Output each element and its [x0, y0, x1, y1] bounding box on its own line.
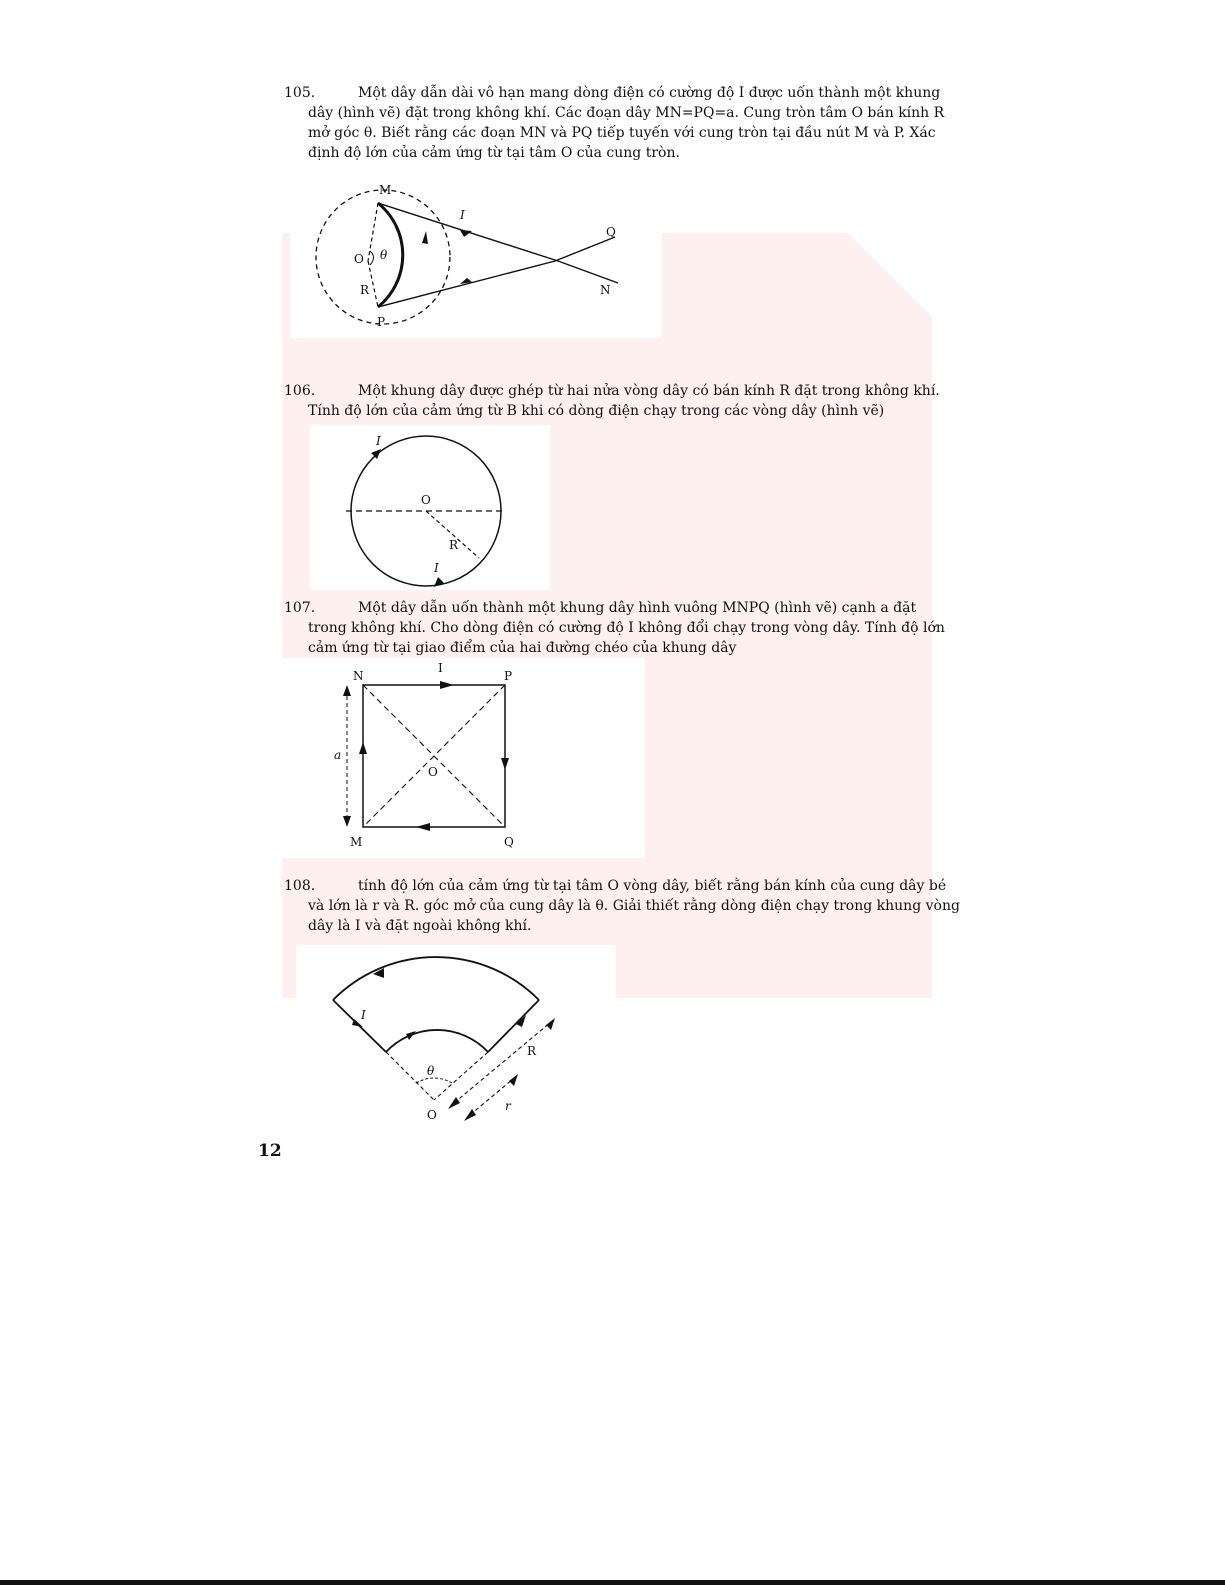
arrow-icon: [460, 230, 472, 237]
arrow-icon: [448, 1097, 460, 1109]
dashed-right: [434, 1052, 488, 1100]
page-number: 12: [258, 1141, 282, 1161]
problem-text: tính độ lớn của cảm ứng từ tại tâm O vòng dây, biết rằng bán kính của cung dây bé: [358, 878, 947, 894]
figure-108: [296, 945, 616, 1130]
label-p: P: [377, 315, 386, 329]
problem-text: dây là I và đặt ngoài không khí.: [308, 918, 532, 934]
arrow-icon: [343, 685, 351, 696]
problem-107: [284, 598, 964, 658]
arrow-icon: [343, 816, 351, 827]
arrow-icon: [406, 1031, 416, 1040]
outer-arc: [333, 957, 539, 1000]
label-q: Q: [504, 835, 514, 849]
label-o: O: [428, 765, 438, 779]
angle-mark: [416, 1078, 452, 1083]
problem-105: [284, 83, 964, 163]
segment-q-end: [555, 237, 615, 261]
radius-op: [368, 261, 378, 307]
figure-105: [290, 175, 662, 338]
label-i: I: [460, 208, 465, 222]
segment-n-end: [558, 261, 618, 283]
problem-text: Một khung dây được ghép từ hai nửa vòng dây có bán kính R đặt trong không khí.: [358, 383, 940, 399]
label-n: N: [600, 283, 611, 297]
arrow-icon: [416, 823, 430, 831]
problem-text: cảm ứng từ tại giao điểm của hai đường chéo của khung dây: [308, 640, 737, 656]
arrow-icon: [501, 758, 509, 770]
label-theta: θ: [427, 1064, 435, 1078]
arrow-icon: [464, 1109, 476, 1121]
problem-108: [284, 876, 964, 936]
label-m: M: [379, 183, 392, 197]
label-p: P: [504, 669, 513, 683]
problem-text: Tính độ lớn của cảm ứng từ B khi có dòng điện chạy trong các vòng dây (hình vẽ): [308, 403, 885, 419]
bottom-border: [0, 1580, 1225, 1585]
arrow-icon: [509, 1074, 518, 1086]
label-theta: θ: [380, 248, 388, 262]
problem-text: dây (hình vẽ) đặt trong không khí. Các đoạn dây MN=PQ=a. Cung tròn tâm O bán kính R: [308, 105, 945, 121]
problem-number: 108.: [284, 878, 316, 894]
problem-number: 106.: [284, 383, 316, 399]
figure-107: [282, 658, 645, 858]
radius-om: [368, 203, 378, 261]
angle-mark: [370, 251, 374, 265]
label-a: a: [334, 748, 342, 762]
label-q: Q: [606, 225, 616, 239]
problem-number: 105.: [284, 85, 316, 101]
problem-106: [284, 381, 964, 421]
problem-text: định độ lớn của cảm ứng từ tại tâm O của cung tròn.: [308, 145, 680, 161]
problem-text: mở góc θ. Biết rằng các đoạn MN và PQ tiếp tuyến với cung tròn tại đầu nút M và P. Xác: [308, 125, 936, 141]
dimension-line-r-big: [454, 1022, 551, 1103]
problem-text: Một dây dẫn dài vô hạn mang dòng điện có cường độ I được uốn thành một khung: [358, 85, 941, 101]
problem-text: trong không khí. Cho dòng điện có cường độ I không đổi chạy trong vòng dây. Tính độ lớn: [308, 620, 945, 636]
label-o: O: [354, 252, 364, 266]
segment-pq: [378, 261, 555, 307]
label-n: N: [353, 669, 364, 683]
problem-text: và lớn là r và R. góc mở của cung dây là θ. Giải thiết rằng dòng điện chạy trong khung vòng: [308, 898, 960, 914]
arrow-icon: [440, 681, 454, 689]
figure-106: [310, 425, 550, 590]
arrow-icon: [546, 1018, 555, 1030]
label-o: O: [421, 493, 431, 507]
label-i: I: [361, 1008, 366, 1022]
label-m: M: [350, 835, 363, 849]
problem-text: Một dây dẫn uốn thành một khung dây hình vuông MNPQ (hình vẽ) cạnh a đặt: [358, 600, 917, 616]
inner-arc: [386, 1030, 488, 1052]
arrow-icon: [359, 742, 367, 754]
label-i-bottom: I: [434, 561, 439, 575]
arrow-icon: [422, 231, 428, 244]
label-i: I: [438, 661, 443, 675]
label-r-small: r: [505, 1099, 511, 1113]
problem-number: 107.: [284, 600, 316, 616]
label-r: R: [360, 283, 370, 297]
label-r: R: [449, 538, 459, 552]
label-i-top: I: [376, 434, 381, 448]
label-o: O: [427, 1108, 437, 1122]
label-r-big: R: [527, 1044, 537, 1058]
